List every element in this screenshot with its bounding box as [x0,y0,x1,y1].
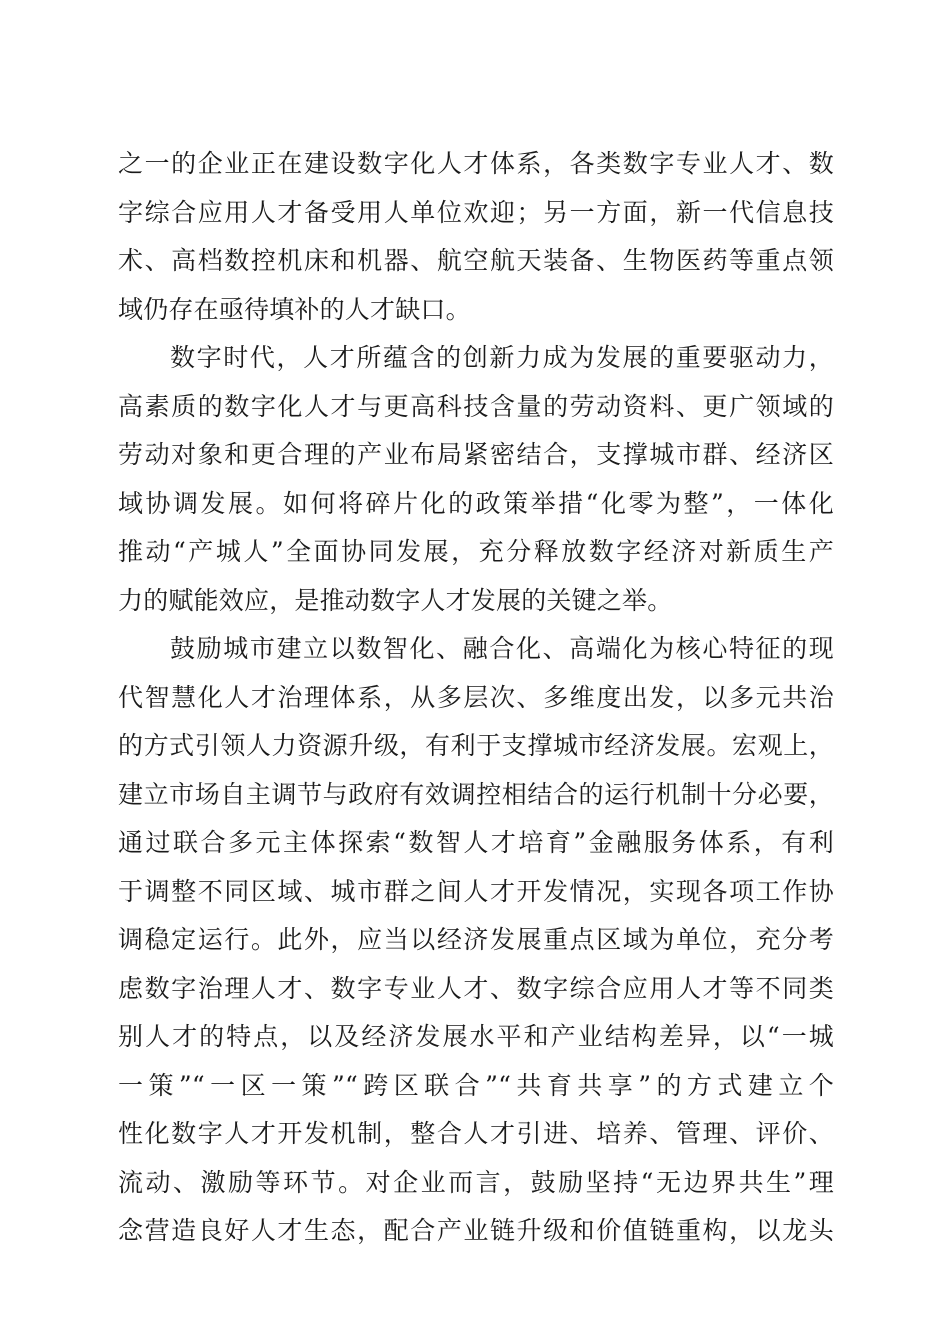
text-line: 通过联合多元主体探索“数智人才培育”金融服务体系，有利 [118,828,834,857]
text-line: 术、高档数控机床和机器、航空航天装备、生物医药等重点领 [118,246,834,275]
text-line: 一策”“一区一策”“跨区联合”“共育共享”的方式建立个 [118,1070,834,1100]
text-line: 调稳定运行。此外，应当以经济发展重点区域为单位，充分考 [118,925,834,954]
text-line: 建立市场自主调节与政府有效调控相结合的运行机制十分必要， [118,779,834,809]
text-line: 字综合应用人才备受用人单位欢迎；另一方面，新一代信息技 [118,197,834,227]
text-line: 劳动对象和更合理的产业布局紧密结合，支撑城市群、经济区 [118,440,834,469]
text-line: 域协调发展。如何将碎片化的政策举措“化零为整”，一体化 [118,488,834,518]
text-line: 念营造良好人才生态，配合产业链升级和价值链重构，以龙头 [118,1216,834,1245]
text-line: 域仍存在亟待填补的人才缺口。 [118,294,471,324]
text-line: 之一的企业正在建设数字化人才体系，各类数字专业人才、数 [118,149,834,178]
text-line: 力的赋能效应，是推动数字人才发展的关键之举。 [118,585,673,615]
text-line: 数字时代，人才所蕴含的创新力成为发展的重要驱动力， [170,343,834,372]
text-line: 推动“产城人”全面协同发展，充分释放数字经济对新质生产 [118,537,834,566]
text-line: 的方式引领人力资源升级，有利于支撑城市经济发展。宏观上， [118,731,834,760]
text-line: 于调整不同区域、城市群之间人才开发情况，实现各项工作协 [118,876,834,906]
document-body [118,140,834,1256]
text-line: 代智慧化人才治理体系，从多层次、多维度出发，以多元共治 [118,682,834,712]
text-line: 别人才的特点，以及经济发展水平和产业结构差异，以“一城 [118,1022,834,1051]
text-line: 高素质的数字化人才与更高科技含量的劳动资料、更广领域的 [118,391,834,421]
text-line: 虑数字治理人才、数字专业人才、数字综合应用人才等不同类 [118,973,834,1003]
text-line: 鼓励城市建立以数智化、融合化、高端化为核心特征的现 [170,634,834,663]
text-line: 流动、激励等环节。对企业而言，鼓励坚持“无边界共生”理 [118,1167,834,1197]
text-line: 性化数字人才开发机制，整合人才引进、培养、管理、评价、 [118,1119,834,1148]
